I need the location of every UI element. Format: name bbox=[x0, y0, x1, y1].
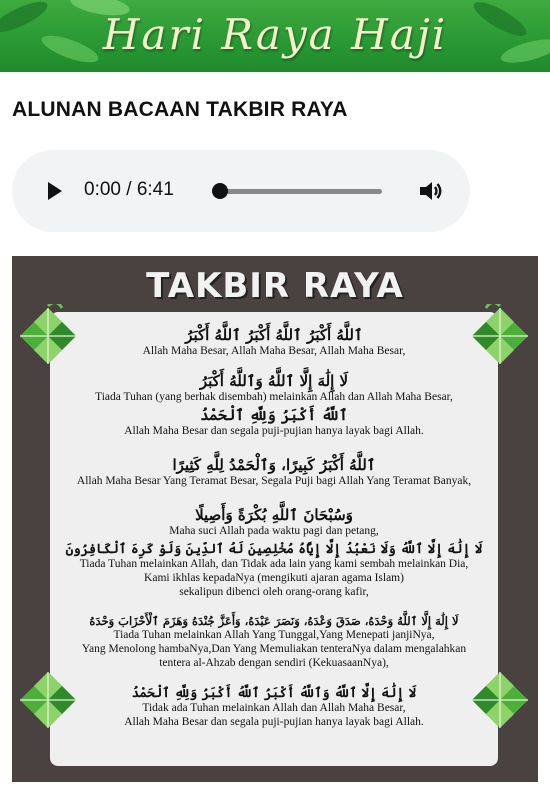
translation-line: Allah Maha Besar, Allah Maha Besar, Allah Maha Besar, bbox=[142, 345, 406, 357]
seek-bar[interactable] bbox=[220, 189, 382, 194]
translation-line: Maha suci Allah pada waktu pagi dan petang, bbox=[169, 525, 379, 537]
translation-line: Tidak ada Tuhan melainkan Allah dan Allah Maha Besar, bbox=[142, 702, 406, 714]
translation-line: tentera al-Ahzab dengan sendiri (KekuasaanNya), bbox=[159, 657, 389, 669]
takbir-raya-poster bbox=[12, 256, 538, 782]
play-button[interactable] bbox=[48, 182, 62, 200]
volume-icon[interactable] bbox=[418, 179, 444, 203]
audio-player bbox=[12, 150, 470, 232]
verse-block bbox=[56, 506, 492, 538]
banner-title: Hari Raya Haji bbox=[102, 10, 448, 59]
translation-line: Yang Menolong hambaNya,Dan Yang Memuliakan tenteraNya dalam mengalahkan bbox=[81, 643, 467, 655]
arabic-text: ٱللَّهُ أَكْبَرُ ٱللَّهُ أَكْبَرُ ٱللَّهُ أَكْبَرُ bbox=[185, 326, 363, 344]
translation-line: Tiada Tuhan melainkan Allah Yang Tunggal,Yang Menepati janjiNya, bbox=[113, 629, 435, 641]
verse-block bbox=[56, 326, 492, 358]
seek-thumb[interactable] bbox=[212, 183, 228, 199]
translation-line: Allah Maha Besar dan segala puji-pujian hanya layak bagi Allah. bbox=[124, 716, 424, 728]
verse-block bbox=[56, 542, 492, 599]
arabic-text: لَا إِلَٰهَ إِلَّا ٱللَّهُ وَلَا نَعْبُدُ إِلَّا إِيَّاهُ مُخْلِصِينَ لَهُ ٱلدِّينَ وَلَوْ كَرِهَ ٱلْكَافِرُونَ bbox=[65, 542, 483, 557]
page-title: ALUNAN BACAAN TAKBIR RAYA bbox=[12, 98, 348, 121]
arabic-text: ٱللَّهُ أَكْبَرُ كَبِيرًا، وَٱلْحَمْدُ لِلَّهِ كَثِيرًا bbox=[172, 456, 376, 474]
arabic-text: لَا إِلَٰهَ إِلَّا ٱللَّهُ وَٱللَّهُ أَكْبَرُ ٱللَّهُ أَكْبَرُ وَلِلَّهِ ٱلْحَمْدُ bbox=[131, 686, 417, 701]
arabic-text: لَا إِلَٰهَ إِلَّا ٱللَّهُ وَٱللَّهُ أَكْبَرُ bbox=[199, 372, 349, 390]
translation-line: Tiada Tuhan (yang berhak disembah) melainkan Allah dan Allah Maha Besar, bbox=[95, 391, 453, 403]
arabic-text: ٱللَّهُ أَكْبَرُ وَلِلَّهِ ٱلْحَمْدُ bbox=[200, 406, 348, 424]
verse-block bbox=[56, 686, 492, 729]
duration: 6:41 bbox=[136, 179, 174, 200]
translation-line: Allah Maha Besar Yang Teramat Besar, Segala Puji bagi Allah Yang Teramat Banyak, bbox=[76, 475, 472, 487]
verse-block bbox=[56, 614, 492, 670]
time-separator: / bbox=[126, 179, 132, 200]
hari-raya-banner bbox=[0, 0, 550, 72]
translation-line: Kami ikhlas kepadaNya (mengikuti ajaran agama Islam) bbox=[144, 572, 404, 584]
translation-line: sekalipun dibenci oleh orang-orang kafir, bbox=[179, 586, 369, 598]
translation-line: Allah Maha Besar dan segala puji-pujian hanya layak bagi Allah. bbox=[124, 425, 424, 437]
arabic-text: لَا إِلَٰهَ إِلَّا ٱللَّهُ وَحْدَهُ، صَدَقَ وَعْدَهُ، وَنَصَرَ عَبْدَهُ، وَأَعَزَّ جُنْدَهُ وَهَزَمَ ٱلْأَحْزَابَ وَحْدَهُ bbox=[89, 614, 459, 628]
time-display bbox=[84, 179, 174, 201]
verse-block bbox=[56, 456, 492, 488]
poster-heading: TAKBIR RAYA bbox=[146, 266, 404, 306]
translation-line: Tiada Tuhan melainkan Allah, dan Tidak ada lain yang kami sembah melainkan Dia, bbox=[79, 558, 469, 570]
verse-block bbox=[56, 406, 492, 438]
current-time: 0:00 bbox=[84, 179, 121, 200]
arabic-text: وَسُبْحَانَ ٱللَّهِ بُكْرَةً وَأَصِيلًا bbox=[195, 506, 353, 524]
verse-block bbox=[56, 372, 492, 404]
